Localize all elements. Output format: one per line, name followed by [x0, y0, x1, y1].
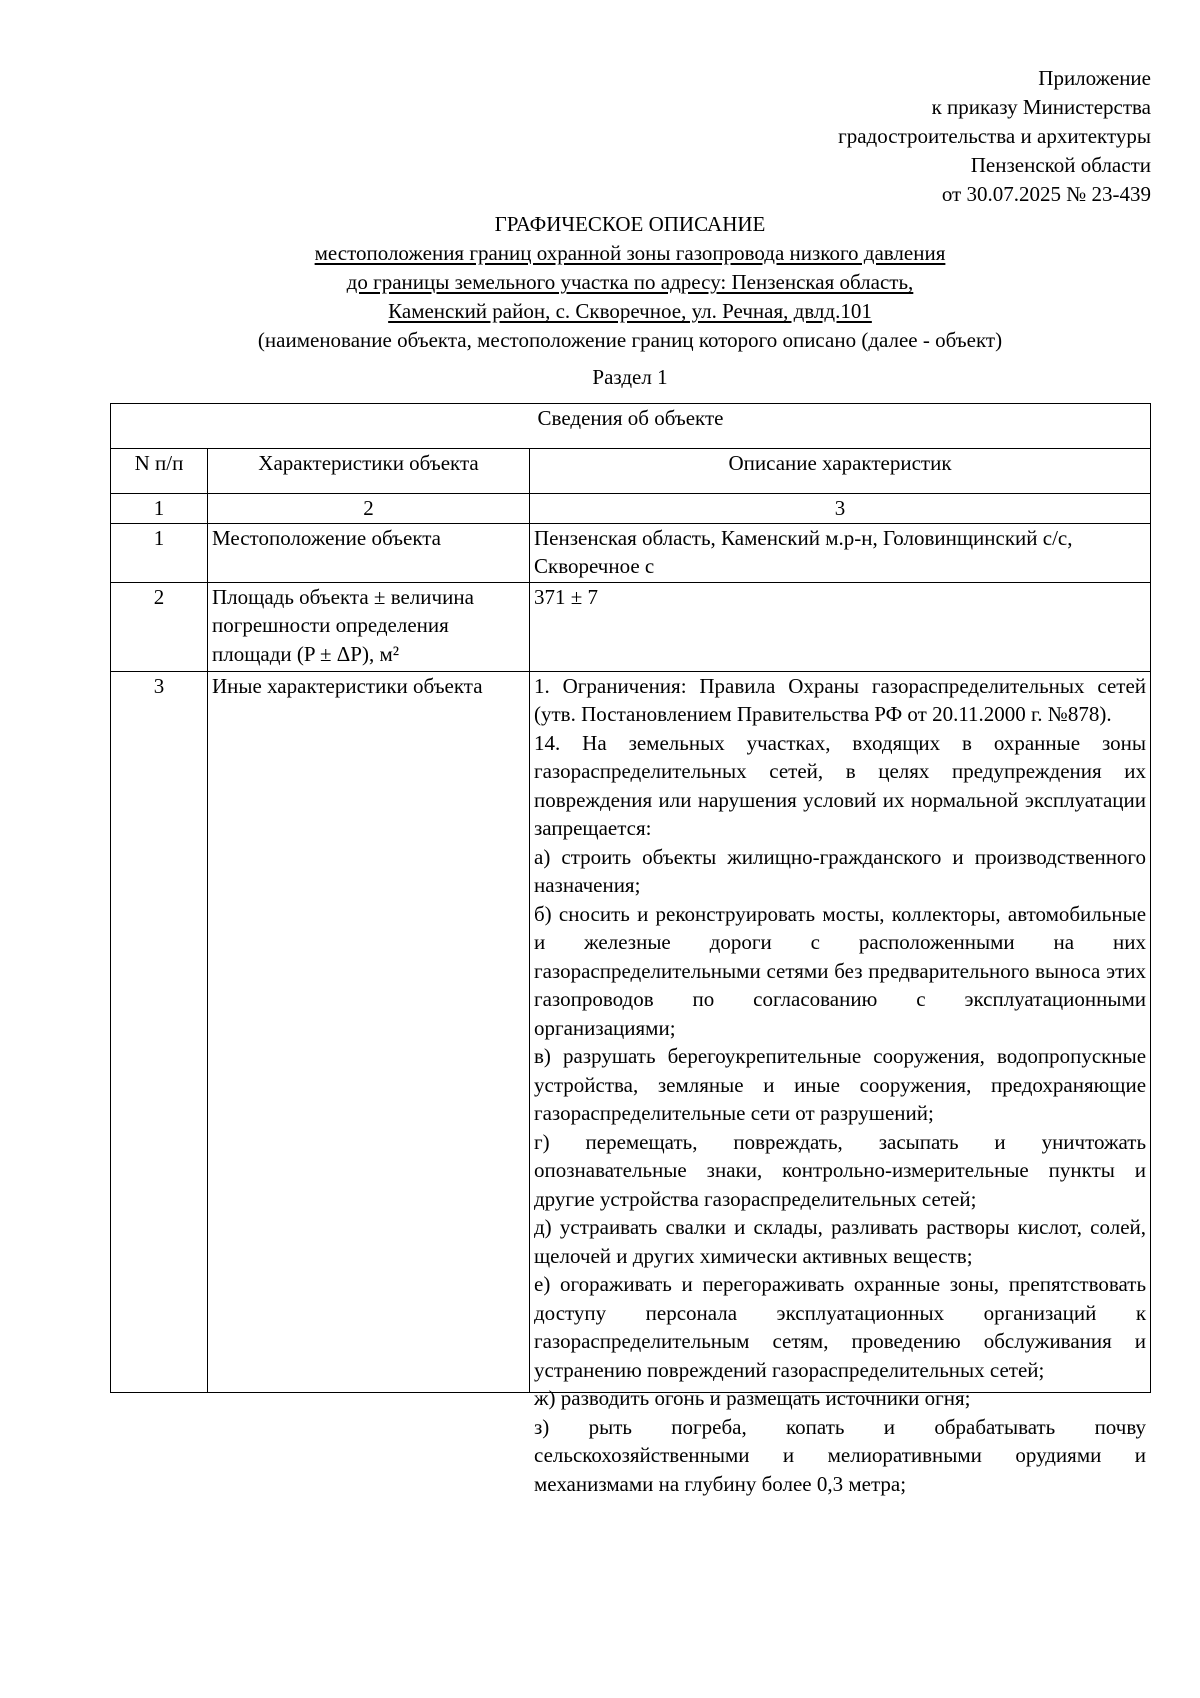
table-header: Описание характеристик	[530, 449, 1151, 494]
row-description: Пензенская область, Каменский м.р-н, Головинщинский с/с, Скворечное с	[530, 523, 1151, 582]
appendix-block	[838, 64, 1151, 209]
restriction-paragraph: г) перемещать, повреждать, засыпать и уничтожать опознавательные знаки, контрольно-измерительные пункты и другие устройства газораспределительных сетей;	[534, 1129, 1147, 1211]
title-line: местоположения границ охранной зоны газопровода низкого давления	[314, 241, 946, 265]
appendix-line: градостроительства и архитектуры	[838, 124, 1151, 148]
table-caption: Сведения об объекте	[111, 404, 1151, 449]
appendix-line: Приложение	[1038, 66, 1151, 90]
title-heading: ГРАФИЧЕСКОЕ ОПИСАНИЕ	[494, 212, 766, 236]
restriction-paragraph: а) строить объекты жилищно-гражданского и производственного назначения;	[534, 844, 1147, 897]
object-info-table	[110, 403, 1151, 1496]
row-number: 3	[111, 671, 208, 1392]
title-line: до границы земельного участка по адресу: Пензенская область,	[346, 270, 914, 294]
appendix-line: от 30.07.2025 № 23-439	[941, 182, 1151, 206]
row-characteristic: Иные характеристики объекта	[208, 671, 530, 1392]
restriction-paragraph: ж) разводить огонь и размещать источники огня;	[534, 1386, 971, 1410]
row-characteristic: Местоположение объекта	[208, 523, 530, 582]
row-description	[530, 671, 1151, 1496]
table-header: Характеристики объекта	[208, 449, 530, 494]
restriction-paragraph: в) разрушать берегоукрепительные сооружения, водопропускные устройства, земляные и иные сооружения, предохраняющие газораспределительные сети от разрушений;	[534, 1044, 1147, 1125]
row-number: 1	[111, 523, 208, 582]
column-number: 1	[111, 494, 208, 524]
restriction-paragraph: д) устраивать свалки и склады, разливать растворы кислот, солей, щелочей и других химически активных веществ;	[534, 1215, 1147, 1268]
column-number: 3	[530, 494, 1151, 524]
row-characteristic: Площадь объекта ± величина погрешности определения площади (P ± ΔP), м²	[208, 582, 530, 671]
restriction-paragraph: б) сносить и реконструировать мосты, коллекторы, автомобильные и железные дороги с расположенными на них газораспределительными сетями без предварительного выноса этих газопроводов по согласованию с эксплуатационными организациями;	[534, 901, 1147, 1040]
column-number: 2	[208, 494, 530, 524]
document-title	[110, 210, 1150, 355]
restriction-paragraph: е) огораживать и перегораживать охранные зоны, препятствовать доступу персонала эксплуатационных организаций к газораспределительным сетям, проведению обслуживания и устранению повреждений газораспределительных сетей;	[534, 1272, 1147, 1382]
restriction-paragraph: 1. Ограничения: Правила Охраны газораспределительных сетей (утв. Постановлением Правительства РФ от 20.11.2000 г. №878).	[534, 673, 1147, 726]
table-row	[111, 582, 1151, 671]
restriction-paragraph: 14. На земельных участках, входящих в охранные зоны газораспределительных сетей, в целях предупреждения их повреждения или нарушения условий их нормальной эксплуатации запрещается:	[534, 730, 1147, 840]
appendix-line: к приказу Министерства	[931, 95, 1151, 119]
restriction-paragraph: з) рыть погреба, копать и обрабатывать почву сельскохозяйственными и мелиоративными орудиями и механизмами на глубину более 0,3 метра;	[534, 1414, 1147, 1496]
table-row	[111, 671, 1151, 1392]
table-row	[111, 523, 1151, 582]
table-header: N п/п	[111, 449, 208, 494]
row-description: 371 ± 7	[530, 582, 1151, 671]
appendix-line: Пензенской области	[970, 153, 1151, 177]
title-caption: (наименование объекта, местоположение границ которого описано (далее - объект)	[257, 328, 1003, 352]
section-label: Раздел 1	[592, 365, 668, 389]
row-number: 2	[111, 582, 208, 671]
title-line: Каменский район, с. Скворечное, ул. Речная, двлд.101	[388, 299, 872, 323]
